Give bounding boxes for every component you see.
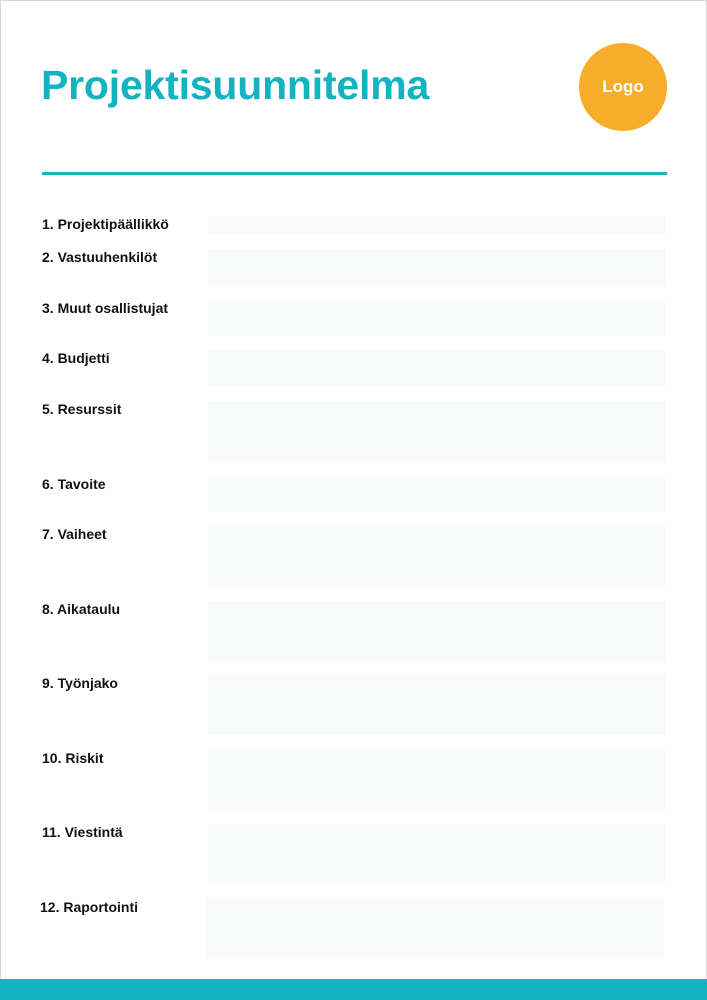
field-label-riskit: 10. Riskit — [42, 750, 104, 766]
footer-bar — [0, 979, 707, 1000]
field-label-viestinta: 11. Viestintä — [42, 824, 123, 840]
field-box-tavoite[interactable] — [208, 476, 665, 512]
field-label-resurssit: 5. Resurssit — [42, 401, 122, 417]
field-label-projektipaallikko: 1. Projektipäällikkö — [42, 216, 169, 232]
title-divider — [42, 172, 667, 175]
field-box-budjetti[interactable] — [208, 351, 665, 387]
field-box-vaiheet[interactable] — [208, 526, 665, 586]
field-box-aikataulu[interactable] — [208, 601, 665, 661]
field-box-tyonjako[interactable] — [208, 675, 665, 735]
field-label-budjetti: 4. Budjetti — [42, 350, 110, 366]
field-label-raportointi: 12. Raportointi — [40, 899, 139, 915]
logo-placeholder — [579, 43, 667, 131]
field-label-muut-osallistujat: 3. Muut osallistujat — [42, 300, 169, 316]
field-box-riskit[interactable] — [208, 750, 665, 810]
field-box-viestinta[interactable] — [208, 824, 665, 884]
field-label-aikataulu: 8. Aikataulu — [42, 601, 121, 617]
field-label-vaiheet: 7. Vaiheet — [42, 526, 107, 542]
field-label-vastuuhenkilot: 2. Vastuuhenkilöt — [42, 249, 158, 265]
logo-text: Logo — [602, 77, 644, 96]
field-box-projektipaallikko[interactable] — [208, 216, 665, 235]
field-box-resurssit[interactable] — [208, 401, 665, 461]
field-label-tavoite: 6. Tavoite — [42, 476, 106, 492]
field-box-muut-osallistujat[interactable] — [208, 300, 665, 336]
field-box-raportointi[interactable] — [206, 898, 664, 958]
field-box-vastuuhenkilot[interactable] — [208, 249, 665, 285]
page-title: Projektisuunnitelma — [41, 62, 430, 108]
field-label-tyonjako: 9. Työnjako — [42, 675, 118, 691]
